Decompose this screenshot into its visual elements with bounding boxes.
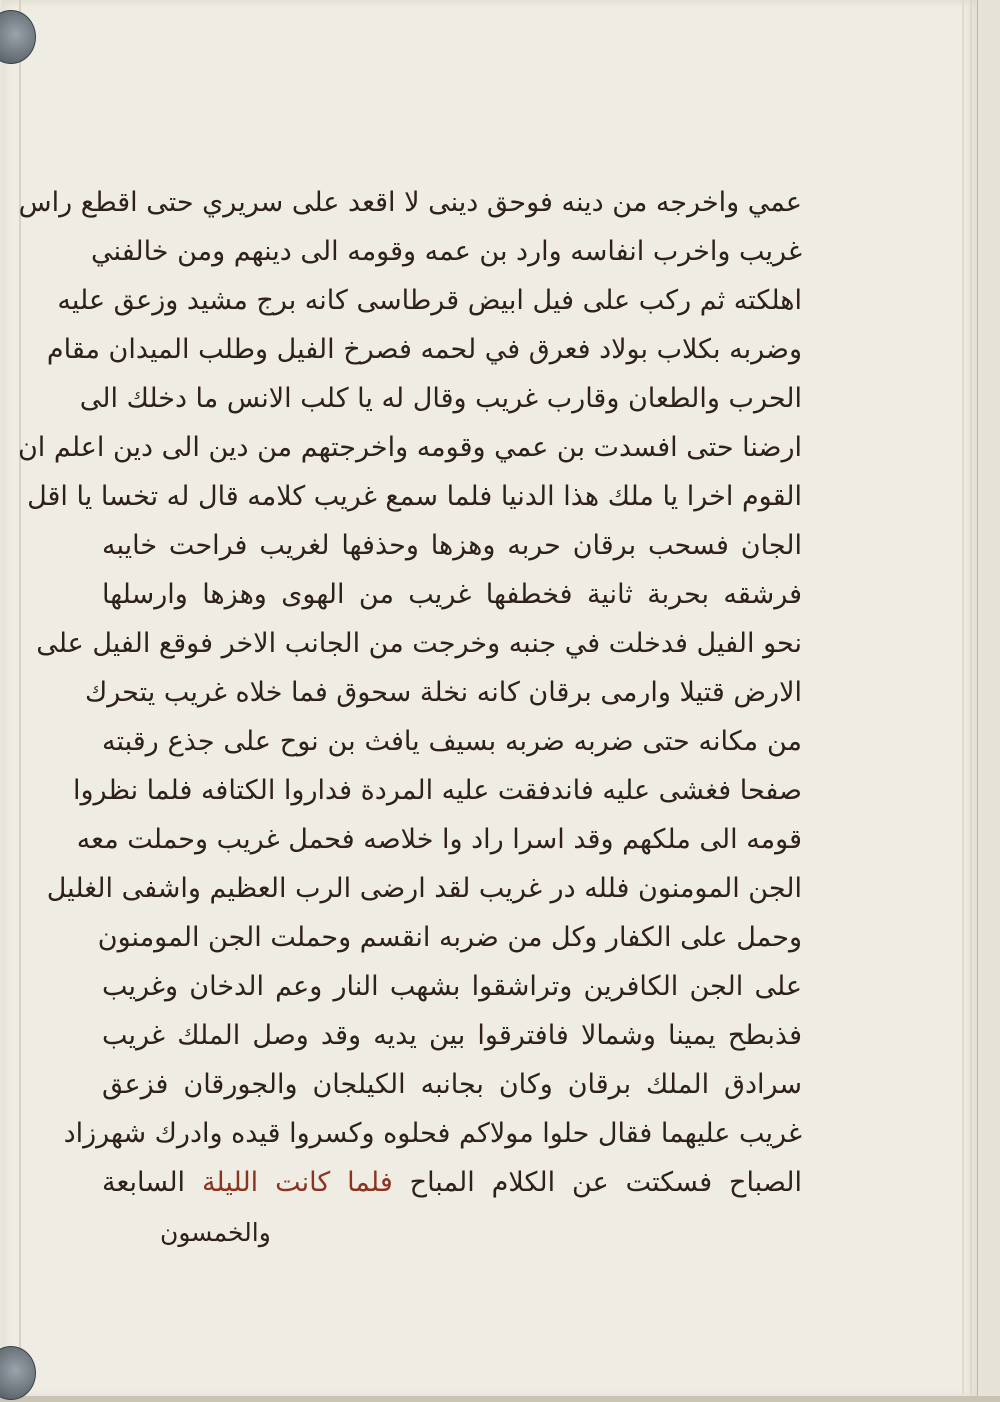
page-edge-right [962, 0, 964, 1394]
text-line-last [102, 1158, 802, 1207]
text-line: صفحا فغشى عليه فاندفقت عليه المردة فداروا الكتافه فلما نظروا [73, 775, 802, 806]
manuscript-page [2, 0, 978, 1398]
text-line: غريب واخرب انفاسه وارد بن عمه وقومه الى دينهم ومن خالفني [91, 236, 802, 267]
text-line: على الجن الكافرين وتراشقوا بشهب النار وعم الدخان وغريب [102, 971, 802, 1002]
text-line: القوم اخرا يا ملك هذا الدنيا فلما سمع غريب كلامه قال له تخسا يا اقل [27, 481, 802, 512]
page-edge-right-outer [970, 0, 972, 1394]
text-line: وحمل على الكفار وكل من ضربه انقسم وحملت الجن المومنون [97, 922, 802, 953]
background-margin [977, 0, 1000, 1402]
text-line: فرشقه بحربة ثانية فخطفها غريب من الهوى وهزها وارسلها [102, 579, 802, 610]
text-line: الجان فسحب برقان حربه وهزها وحذفها لغريب فراحت خايبه [102, 530, 802, 561]
rubric-text: فلما كانت الليلة [201, 1167, 393, 1198]
text-line: اهلكته ثم ركب على فيل ابيض قرطاسى كانه برج مشيد وزعق عليه [57, 285, 802, 316]
text-block [17, 178, 802, 1207]
catchword: والخمسون [160, 1218, 271, 1247]
last-line-tail: السابعة [102, 1167, 186, 1198]
text-line: نحو الفيل فدخلت في جنبه وخرجت من الجانب الاخر فوقع الفيل على [36, 628, 802, 659]
text-line: عمي واخرجه من دينه فوحق دينى لا اقعد على سريري حتى اقطع راس [18, 187, 802, 218]
text-line: الحرب والطعان وقارب غريب وقال له يا كلب الانس ما دخلك الى [79, 383, 802, 414]
text-line: ارضنا حتى افسدت بن عمي وقومه واخرجتهم من دين الى دين اعلم ان [17, 432, 802, 463]
background-bottom [0, 1396, 1000, 1402]
text-line: سرادق الملك برقان وكان بجانبه الكيلجان والجورقان فزعق [102, 1069, 802, 1100]
text-line: الارض قتيلا وارمى برقان كانه نخلة سحوق فما خلاه غريب يتحرك [85, 677, 802, 708]
text-line: قومه الى ملكهم وقد اسرا راد وا خلاصه فحمل غريب وحملت معه [76, 824, 802, 855]
text-line: من مكانه حتى ضربه ضربه بسيف يافث بن نوح على جذع رقبته [102, 726, 802, 757]
last-line-text: الصباح فسكتت عن الكلام المباح [409, 1167, 802, 1198]
text-line: وضربه بكلاب بولاد فعرق في لحمه فصرخ الفيل وطلب الميدان مقام [46, 334, 802, 365]
text-line: الجن المومنون فلله در غريب لقد ارضى الرب العظيم واشفى الغليل [46, 873, 802, 904]
text-line: غريب عليهما فقال حلوا مولاكم فحلوه وكسروا قيده وادرك شهرزاد [63, 1118, 802, 1149]
text-line: فذبطح يمينا وشمالا فافترقوا بين يديه وقد وصل الملك غريب [102, 1020, 802, 1051]
